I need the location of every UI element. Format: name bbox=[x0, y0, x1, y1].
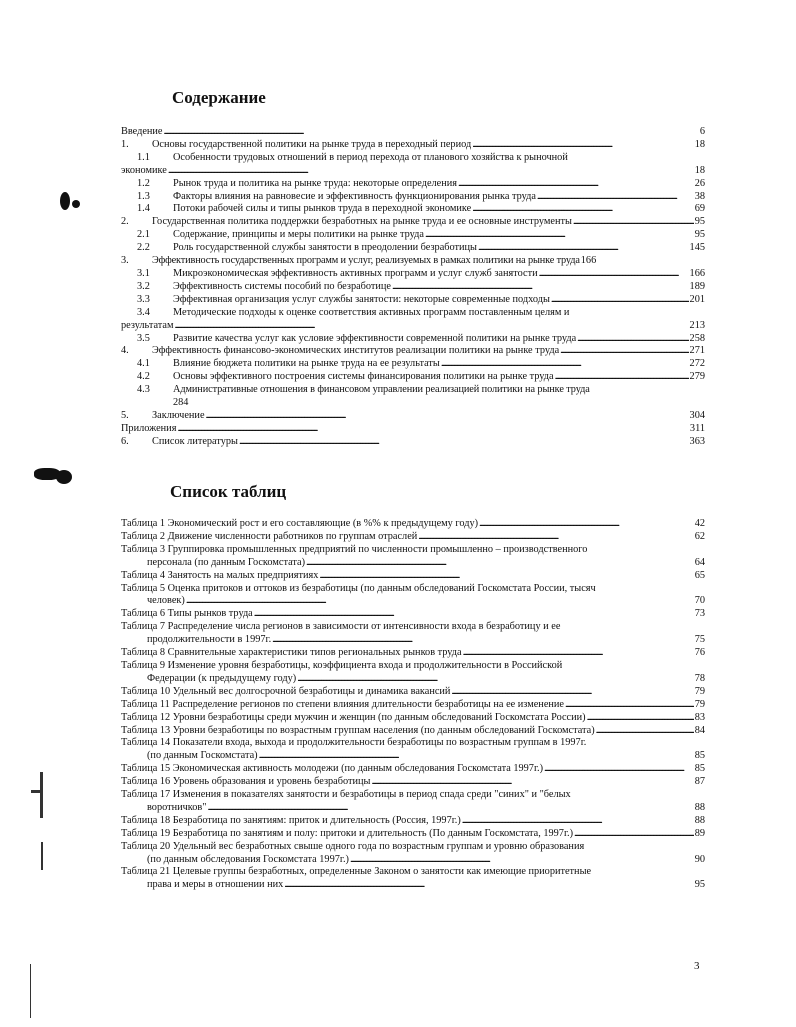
table-list-entry[interactable]: Таблица 1 Экономический рост и его составляющие (в %% к предыдущему году) . . . 42 bbox=[121, 518, 705, 531]
toc-entry[interactable]: 4. Эффективность финансово-экономических институтов реализации политики на рынке труда . . . 271 bbox=[121, 345, 705, 358]
table-list-entry[interactable]: Таблица 17 Изменения в показателях занятости и безработицы в период спада среди "синих" и "белых bbox=[121, 789, 571, 801]
toc-subentry[interactable]: 4.1 Влияние бюджета политики на рынке труда на ее результаты . . . 272 bbox=[121, 358, 705, 371]
page-number: 3 bbox=[694, 960, 700, 972]
toc-title: Содержание bbox=[172, 88, 266, 107]
table-list-entry[interactable]: Таблица 4 Занятость на малых предприятиях . . . 65 bbox=[121, 570, 705, 583]
table-list-entry[interactable]: Таблица 12 Уровни безработицы среди мужчин и женщин (по данным обследований Госкомстата России) . . . 83 bbox=[121, 712, 705, 725]
table-list-entry[interactable]: Таблица 3 Группировка промышленных предприятий по численности промышленно – производственного bbox=[121, 543, 588, 555]
table-list-entry-cont[interactable]: продолжительности в 1997г. . . . 75 bbox=[121, 634, 705, 647]
toc-subentry-cont[interactable]: экономике . . . 18 bbox=[121, 165, 705, 178]
toc-entry[interactable]: 1. Основы государственной политики на рынке труда в переходный период . . . 18 bbox=[121, 139, 705, 152]
table-list-entry[interactable]: Таблица 10 Удельный вес долгосрочной безработицы и динамика вакансий . . . 79 bbox=[121, 686, 705, 699]
scan-margin-mark bbox=[40, 772, 43, 818]
table-list-entry[interactable]: Таблица 8 Сравнительные характеристики типов региональных рынков труда . . . 76 bbox=[121, 647, 705, 660]
toc-label: Введение bbox=[121, 126, 163, 137]
table-list-entry[interactable]: Таблица 7 Распределение числа регионов в зависимости от интенсивности входа в безработицу и ее bbox=[121, 621, 561, 633]
table-list-entry[interactable]: Таблица 6 Типы рынков труда . . . 73 bbox=[121, 608, 705, 621]
table-list-entry-cont[interactable]: воротничков" . . . 88 bbox=[121, 802, 705, 815]
toc-subentry[interactable]: 1.4 Потоки рабочей силы и типы рынков труда в переходной экономике . . . 69 bbox=[121, 203, 705, 216]
scan-margin-mark bbox=[41, 842, 43, 870]
scan-margin-mark bbox=[30, 964, 31, 1018]
table-list-entry[interactable]: Таблица 11 Распределение регионов по степени влияния длительности безработицы на ее изменение . . . 79 bbox=[121, 699, 705, 712]
scan-smudge bbox=[60, 192, 70, 210]
table-list-entry[interactable]: Таблица 21 Целевые группы безработных, определенные Законом о занятости как имеющие приоритетные bbox=[121, 866, 592, 878]
scan-smudge bbox=[72, 200, 80, 208]
table-list-entry[interactable]: Таблица 13 Уровни безработицы по возрастным группам населения (по данным обследований Госкомстата) . . . 84 bbox=[121, 725, 705, 738]
table-list-entry[interactable]: Таблица 19 Безработица по занятиям и полу: притоки и длительность (По данным Госкомстата, 1997г.) . . . 89 bbox=[121, 828, 705, 841]
list-of-tables bbox=[121, 518, 705, 892]
table-list-entry-cont[interactable]: Федерации (к предыдущему году) . . . 78 bbox=[121, 673, 705, 686]
toc-subentry[interactable]: 2.1 Содержание, принципы и меры политики на рынке труда . . . 95 bbox=[121, 229, 705, 242]
toc-subentry[interactable]: 4.2 Основы эффективного построения системы финансирования политики на рынке труда . . . 279 bbox=[121, 371, 705, 384]
toc-subentry[interactable]: 1.3 Факторы влияния на равновесие и эффективность функционирования рынка труда . . . 38 bbox=[121, 191, 705, 204]
toc-subentry[interactable]: 1.1 Особенности трудовых отношений в период перехода от планового хозяйства к рыночной bbox=[137, 151, 568, 163]
toc-subentry-cont[interactable]: результатам . . . 213 bbox=[121, 320, 705, 333]
toc-subentry[interactable]: 3.5 Развитие качества услуг как условие эффективности современной политики на рынке труда . . . 258 bbox=[121, 333, 705, 346]
table-list-entry[interactable]: Таблица 14 Показатели входа, выхода и продолжительности безработицы по возрастным группам в 1997г. bbox=[121, 737, 587, 749]
toc-subentry-cont[interactable]: 284 bbox=[173, 397, 189, 409]
table-list-entry[interactable]: Таблица 5 Оценка притоков и оттоков из безработицы (по данным обследований Госкомстата России, тысяч bbox=[121, 582, 596, 594]
toc-entry-conclusion[interactable]: 5. Заключение . . . 304 bbox=[121, 410, 705, 423]
table-list-entry[interactable]: Таблица 9 Изменение уровня безработицы, коэффициента входа и продолжительности в Российской bbox=[121, 659, 563, 671]
table-list-entry-cont[interactable]: человек) . . . 70 bbox=[121, 595, 705, 608]
table-list-entry-cont[interactable]: (по данным Госкомстата) . . . 85 bbox=[121, 750, 705, 763]
toc-subentry[interactable]: 3.2 Эффективность системы пособий по безработице . . . 189 bbox=[121, 281, 705, 294]
toc-entry[interactable]: 2. Государственная политика поддержки безработных на рынке труда и ее основные инструменты . . . 95 bbox=[121, 216, 705, 229]
table-list-entry[interactable]: Таблица 16 Уровень образования и уровень безработицы . . . 87 bbox=[121, 776, 705, 789]
toc-subentry[interactable]: 3.3 Эффективная организация услуг службы занятости: некоторые современные подходы . . . 201 bbox=[121, 294, 705, 307]
toc-page: 6 bbox=[699, 126, 705, 137]
table-list-entry-cont[interactable]: (по данным обследования Госкомстата 1997г.) . . . 90 bbox=[121, 854, 705, 867]
toc-entry-references[interactable]: 6. Список литературы . . . 363 bbox=[121, 436, 705, 449]
table-list-entry[interactable]: Таблица 15 Экономическая активность молодежи (по данным обследования Госкомстата 1997г.) . . . 85 bbox=[121, 763, 705, 776]
table-of-contents bbox=[121, 126, 705, 449]
scan-margin-mark bbox=[31, 790, 43, 793]
table-list-entry[interactable]: Таблица 2 Движение численности работников по группам отраслей . . . 62 bbox=[121, 531, 705, 544]
toc-subentry[interactable]: 2.2 Роль государственной службы занятости в преодолении безработицы . . . 145 bbox=[121, 242, 705, 255]
list-of-tables-title: Список таблиц bbox=[170, 482, 287, 501]
toc-entry-appendix[interactable]: Приложения . . . 311 bbox=[121, 423, 705, 436]
table-list-entry-cont[interactable]: права и меры в отношении них . . . 95 bbox=[121, 879, 705, 892]
table-list-entry[interactable]: Таблица 18 Безработица по занятиям: приток и длительность (Россия, 1997г.) . . . 88 bbox=[121, 815, 705, 828]
toc-subentry[interactable]: 3.1 Микроэкономическая эффективность активных программ и услуг служб занятости . . . 166 bbox=[121, 268, 705, 281]
table-list-entry[interactable]: Таблица 20 Удельный вес безработных свыше одного года по возрастным группам и уровню образования bbox=[121, 840, 585, 852]
toc-entry[interactable]: 3. Эффективность государственных программ и услуг, реализуемых в рамках политики на рынке труда 166 bbox=[121, 255, 597, 267]
table-list-entry-cont[interactable]: персонала (по данным Госкомстата) . . . 64 bbox=[121, 557, 705, 570]
toc-subentry[interactable]: 3.4 Методические подходы к оценке соответствия активных программ поставленным целям и bbox=[137, 306, 570, 318]
scan-smudge bbox=[56, 470, 72, 484]
toc-subentry[interactable]: 1.2 Рынок труда и политика на рынке труда: некоторые определения . . . 26 bbox=[121, 178, 705, 191]
toc-entry-intro[interactable] bbox=[121, 126, 705, 139]
toc-subentry[interactable]: 4.3 Административные отношения в финансовом управлении реализацией политики на рынке труда bbox=[137, 384, 590, 396]
